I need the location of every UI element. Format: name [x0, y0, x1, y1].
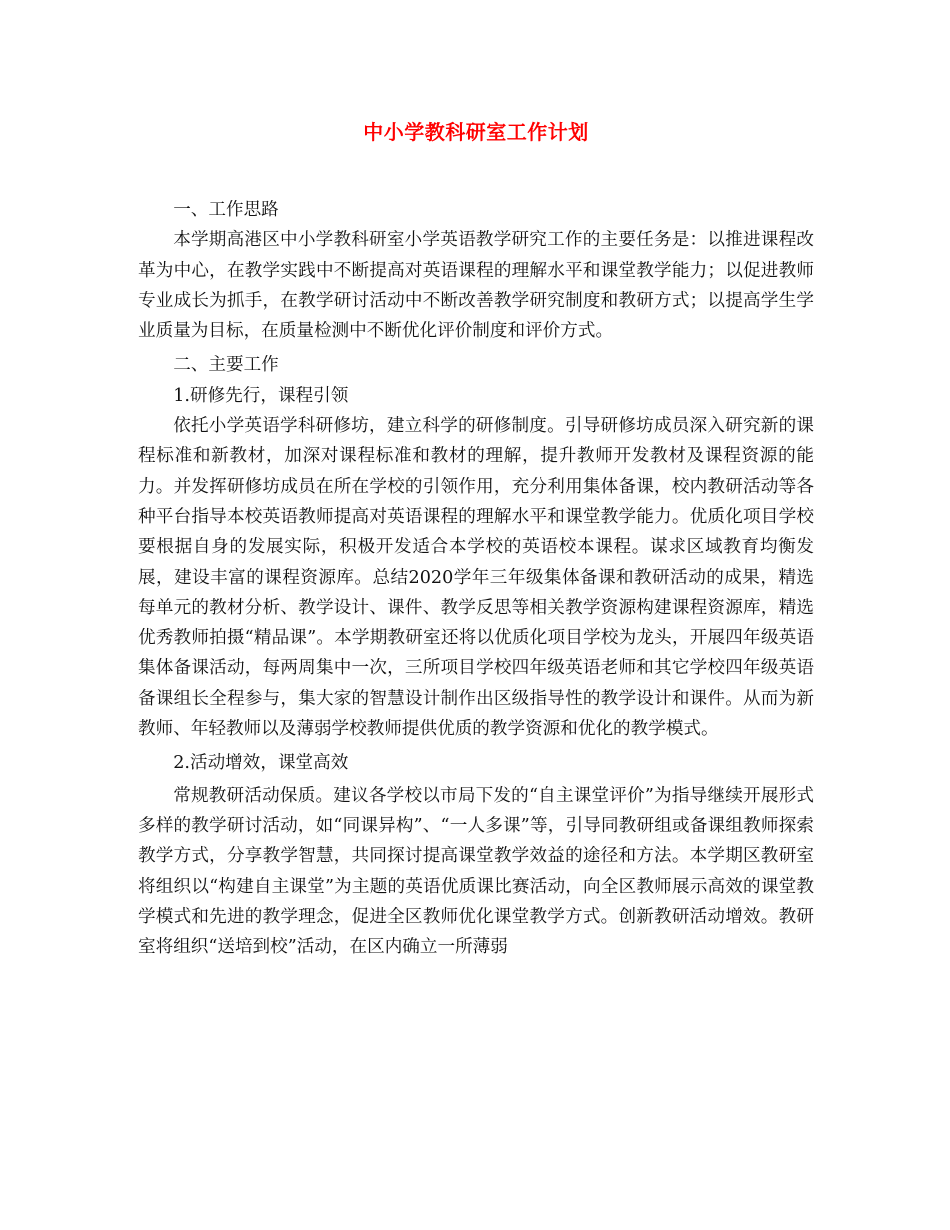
paragraph-work-ideas: 本学期高港区中小学教科研室小学英语教学研究工作的主要任务是：以推进课程改革为中心，在教学实践中不断提高对英语课程的理解水平和课堂教学能力；以促进教师专业成长为抓手，在教学研讨活动中不断改善教学研究制度和教研方式；以提高学生学业质量为目标，在质量检测中不断优化评价制度和评价方式。	[138, 230, 814, 342]
subsection-heading-activity-efficiency: 2.活动增效，课堂高效	[173, 753, 349, 774]
subsection-heading-research-first: 1.研修先行，课程引领	[173, 385, 349, 406]
paragraph-activity-efficiency: 常规教研活动保质。建议各学校以市局下发的“自主课堂评价”为指导继续开展形式多样的教学研讨活动，如“同课异构”、“一人多课”等，引导同教研组或备课组教师探索教学方式，分享教学智慧，共同探讨提高课堂教学效益的途径和方法。本学期区教研室将组织以“构建自主课堂”为主题的英语优质课比赛活动，向全区教师展示高效的课堂教学模式和先进的教学理念，促进全区教师优化课堂教学方式。创新教研活动增效。教研室将组织“送培到校”活动，在区内确立一所薄弱	[138, 785, 814, 958]
section-heading-work-ideas: 一、工作思路	[173, 200, 279, 220]
document-body	[138, 112, 814, 962]
paragraph-research-first: 依托小学英语学科研修坊，建立科学的研修制度。引导研修坊成员深入研究新的课程标准和新教材，加深对课程标准和教材的理解，提升教师开发教材及课程资源的能力。并发挥研修坊成员在所在学校的引领作用，充分利用集体备课，校内教研活动等各种平台指导本校英语教师提高对英语课程的理解水平和课堂教学能力。优质化项目学校要根据自身的发展实际，积极开发适合本学校的英语校本课程。谋求区域教育均衡发展，建设丰富的课程资源库。总结2020学年三年级集体备课和教研活动的成果，精选每单元的教材分析、教学设计、课件、教学反思等相关教学资源构建课程资源库，精选优秀教师拍摄“精品课”。本学期教研室还将以优质化项目学校为龙头，开展四年级英语集体备课活动，每两周集中一次，三所项目学校四年级英语老师和其它学校四年级英语备课组长全程参与，集大家的智慧设计制作出区级指导性的教学设计和课件。从而为新教师、年轻教师以及薄弱学校教师提供优质的教学资源和优化的教学模式。	[138, 416, 814, 740]
document-title: 中小学教科研室工作计划	[363, 120, 589, 144]
section-heading-main-work: 二、主要工作	[173, 355, 279, 376]
